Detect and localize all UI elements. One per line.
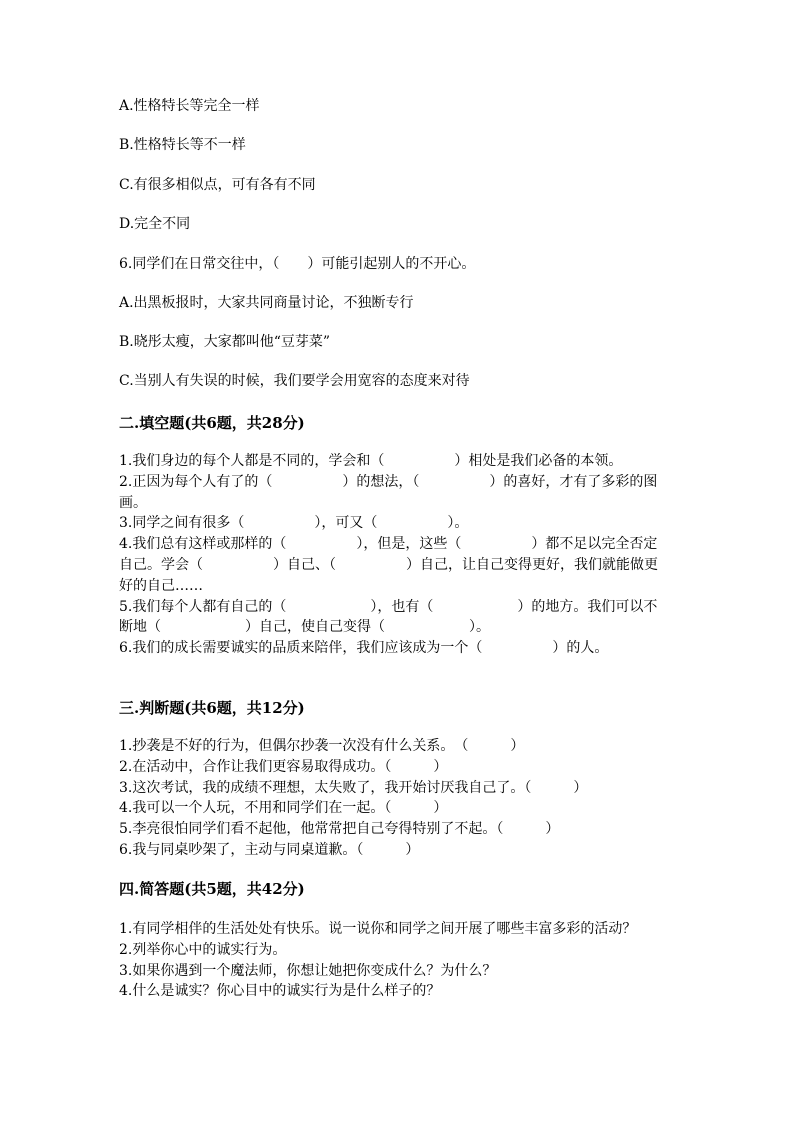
section2-heading: 二.填空题(共6题，共28分): [119, 414, 305, 432]
true-false-item: 5.李亮很怕同学们看不起他，他常常把自己夸得特别了不起。（ ）: [119, 821, 560, 838]
q6-option-a: A.出黑板报时，大家共同商量讨论，不独断专行: [119, 295, 414, 311]
q6-option-b: B.晓彤太瘦，大家都叫他“豆芽菜”: [119, 334, 331, 350]
true-false-item: 4.我可以一个人玩，不用和同学们在一起。（ ）: [119, 800, 448, 817]
q5-option-d: D.完全不同: [119, 216, 191, 232]
q5-option-a: A.性格特长等完全一样: [119, 98, 260, 114]
q5-option-c: C.有很多相似点，可有各有不同: [119, 177, 316, 193]
section3-heading: 三.判断题(共6题，共12分): [119, 699, 305, 717]
short-answer-item: 4.什么是诚实？你心目中的诚实行为是什么样子的？: [119, 983, 441, 1000]
section2-list: [119, 451, 669, 659]
fill-blank-item: 2.正因为每个人有了的（ ）的想法，（ ）的喜好，才有了多彩的图画。: [119, 473, 658, 511]
short-answer-item: 3.如果你遇到一个魔法师，你想让她把你变成什么？为什么？: [119, 962, 497, 979]
fill-blank-item: 6.我们的成长需要诚实的品质来陪伴，我们应该成为一个（ ）的人。: [119, 640, 609, 657]
true-false-item: 1.抄袭是不好的行为，但偶尔抄袭一次没有什么关系。 （ ）: [119, 738, 525, 754]
fill-blank-item: 4.我们总有这样或那样的（ ），但是，这些（ ）都不足以完全否定自己。学会（ ）自己、（ ）自己，让自己变得更好，我们就能做更好的自己……: [119, 536, 658, 594]
q6-option-c: C.当别人有失误的时候，我们要学会用宽容的态度来对待: [119, 373, 470, 389]
q6-stem: 6.同学们在日常交往中，（ ）可能引起别人的不开心。: [119, 256, 476, 272]
fill-blank-item: 3.同学之间有很多（ ），可又（ ）。: [119, 515, 469, 532]
true-false-item: 2.在活动中，合作让我们更容易取得成功。（ ）: [119, 758, 448, 775]
q5-option-b: B.性格特长等不一样: [119, 137, 246, 153]
true-false-item: 3.这次考试，我的成绩不理想，太失败了，我开始讨厌我自己了。（ ）: [119, 779, 588, 796]
fill-blank-item: 5.我们每个人都有自己的（ ），也有（ ）的地方。我们可以不断地（ ）自己，使自己变得（ ）。: [119, 598, 658, 636]
section4-list: [119, 919, 669, 1002]
short-answer-item: 1.有同学相伴的生活处处有快乐。说一说你和同学之间开展了哪些丰富多彩的活动？: [119, 921, 637, 937]
fill-blank-item: 1.我们身边的每个人都是不同的，学会和（ ）相处是我们必备的本领。: [119, 453, 623, 469]
true-false-item: 6.我与同桌吵架了，主动与同桌道歉。（ ）: [119, 841, 420, 858]
section4-heading: 四.简答题(共5题，共42分): [119, 880, 305, 898]
section3-list: [119, 736, 669, 861]
short-answer-item: 2.列举你心中的诚实行为。: [119, 941, 287, 958]
